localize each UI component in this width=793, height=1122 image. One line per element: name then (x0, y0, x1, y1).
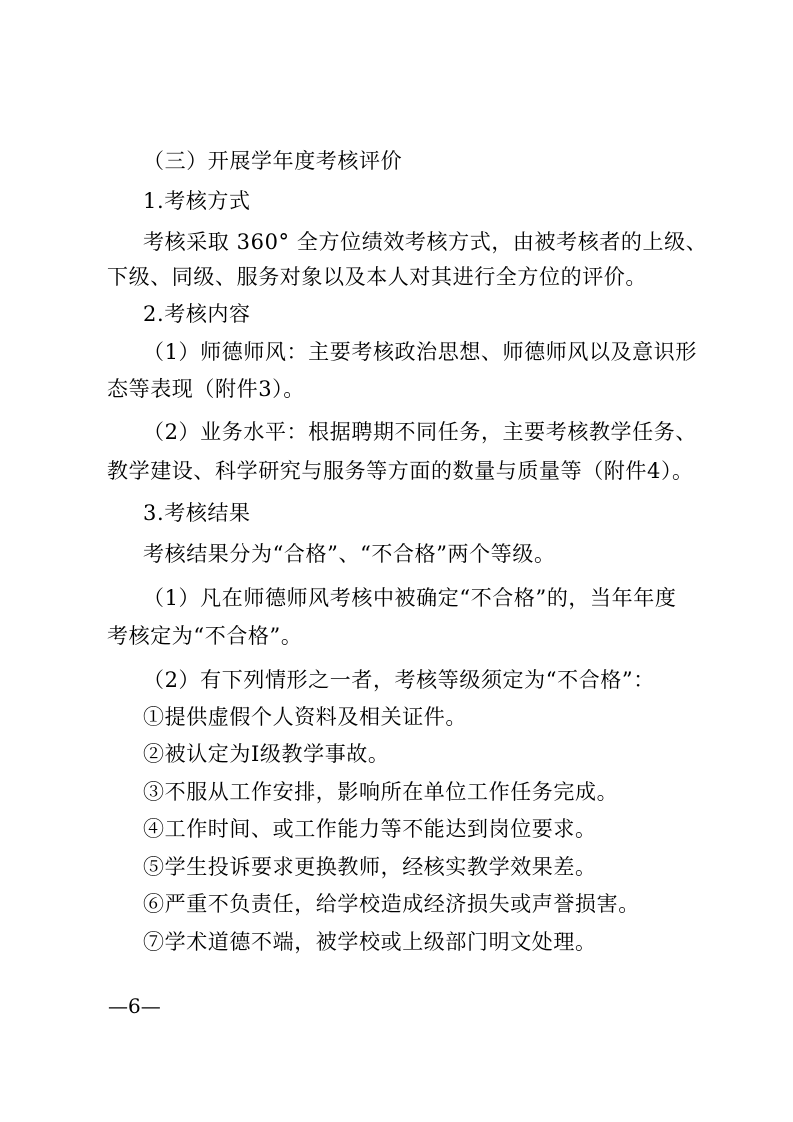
section-heading: （三）开展学年度考核评价 (143, 149, 403, 173)
paragraph-line: 下级、同级、服务对象以及本人对其进行全方位的评价。 (107, 265, 647, 289)
paragraph-line: 考核定为“不合格”。 (107, 624, 303, 648)
paragraph-line: （1）师德师风：主要考核政治思想、师德师风以及意识形 (143, 340, 697, 364)
paragraph-line: 教学建设、科学研究与服务等方面的数量与质量等（附件4）。 (107, 459, 694, 483)
paragraph-line: 考核采取 360° 全方位绩效考核方式，由被考核者的上级、 (143, 230, 708, 254)
paragraph-line: （2）有下列情形之一者，考核等级须定为“不合格”： (143, 668, 655, 692)
paragraph-line: 态等表现（附件3）。 (107, 377, 305, 401)
subsection-heading-assessment-method: 1.考核方式 (143, 189, 251, 213)
subsection-heading-assessment-content: 2.考核内容 (143, 302, 251, 326)
subsection-heading-assessment-result: 3.考核结果 (143, 501, 251, 525)
paragraph-line: 考核结果分为“合格”、“不合格”两个等级。 (143, 542, 556, 566)
paragraph-line: （2）业务水平：根据聘期不同任务，主要考核教学任务、 (143, 420, 697, 444)
list-item: ⑦学术道德不端，被学校或上级部门明文处理。 (143, 930, 597, 954)
list-item: ⑥严重不负责任，给学校造成经济损失或声誉损害。 (143, 892, 640, 916)
list-item: ①提供虚假个人资料及相关证件。 (143, 705, 467, 729)
list-item: ⑤学生投诉要求更换教师，经核实教学效果差。 (143, 855, 597, 879)
list-item: ③不服从工作安排，影响所在单位工作任务完成。 (143, 780, 619, 804)
list-item: ②被认定为Ⅰ级教学事故。 (143, 742, 390, 766)
list-item: ④工作时间、或工作能力等不能达到岗位要求。 (143, 817, 597, 841)
paragraph-line: （1）凡在师德师风考核中被确定“不合格”的，当年年度 (143, 586, 677, 610)
page-number: —6— (108, 994, 161, 1018)
